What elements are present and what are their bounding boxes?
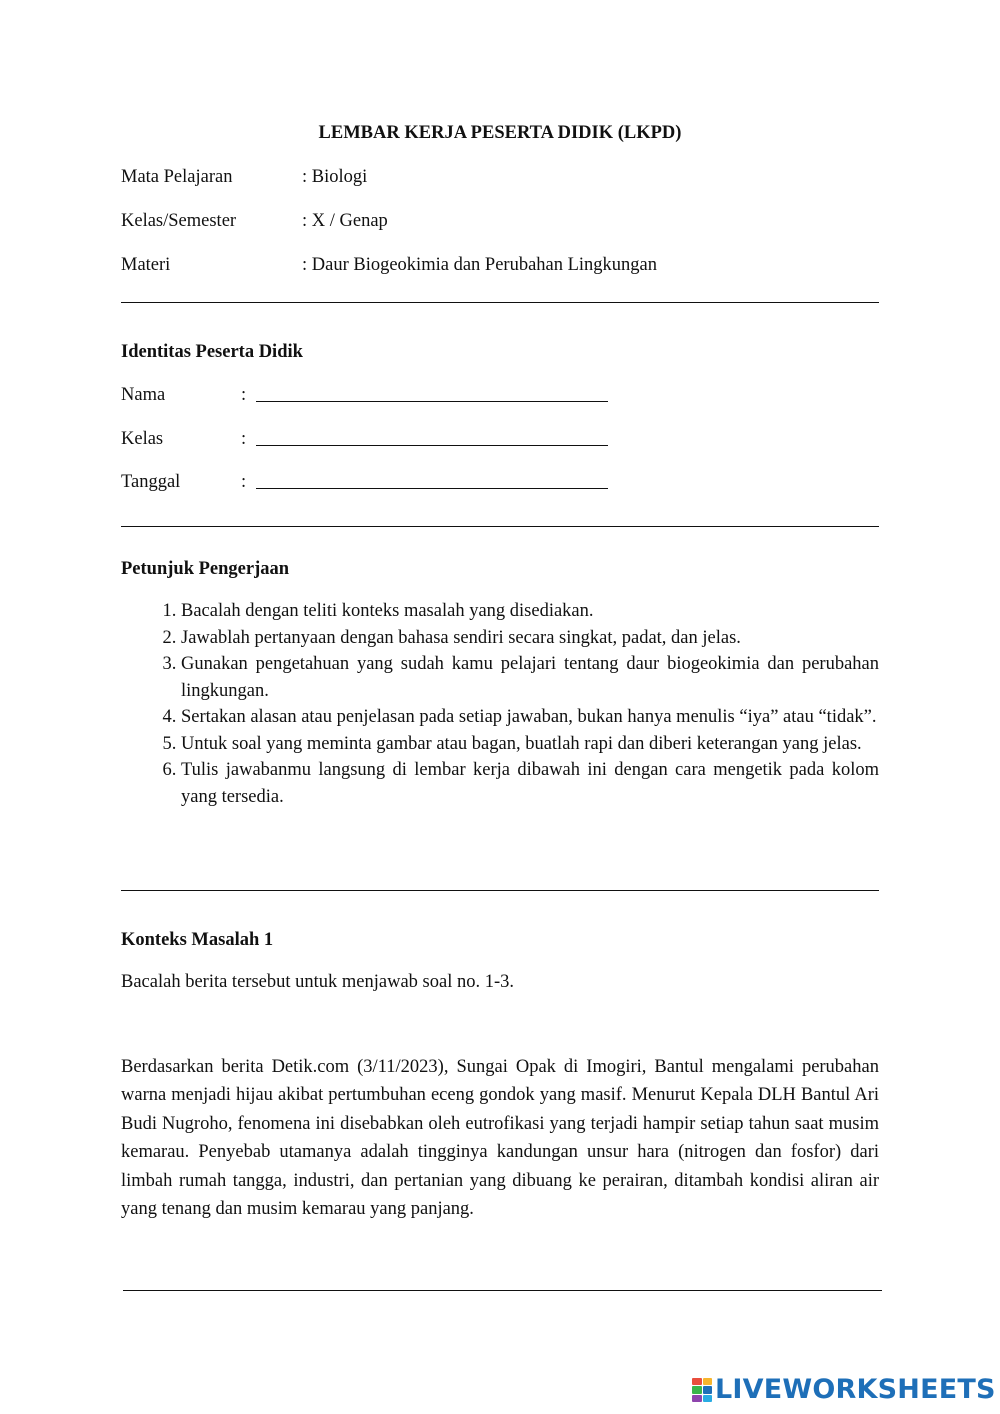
instruction-item: 1. Bacalah dengan teliti konteks masalah yang disediakan. [181, 598, 879, 625]
context-heading: Konteks Masalah 1 [121, 930, 274, 950]
instruction-item: 3. Gunakan pengetahuan yang sudah kamu pelajari tentang daur biogeokimia dan perubahan lingkungan. [181, 651, 879, 704]
worksheet-title: LEMBAR KERJA PESERTA DIDIK (LKPD) [318, 123, 682, 143]
info-label-subject: Mata Pelajaran [121, 167, 233, 187]
identity-colon: : [241, 472, 247, 492]
date-answer-line[interactable] [256, 488, 608, 489]
identity-label-name: Nama [121, 385, 166, 405]
liveworksheets-logo-icon [692, 1378, 712, 1402]
liveworksheets-logo [692, 1375, 996, 1405]
name-answer-line[interactable] [256, 401, 608, 402]
info-label-class-semester: Kelas/Semester [121, 211, 237, 231]
section-divider [121, 302, 879, 303]
info-value-class-semester: : X / Genap [302, 211, 388, 231]
instruction-item: 2. Jawablah pertanyaan dengan bahasa sendiri secara singkat, padat, dan jelas. [181, 625, 879, 652]
context-news-paragraph: Berdasarkan berita Detik.com (3/11/2023), Sungai Opak di Imogiri, Bantul mengalami perubahan warna menjadi hijau akibat pertumbuhan eceng gondok yang masif. Menurut Kepala DLH Bantul Ari Budi Nugroho, fenomena ini disebabkan oleh eutrofikasi yang terjadi hampir setiap tahun saat musim kemarau. Penyebab utamanya adalah tingginya kandungan unsur hara (nitrogen dan fosfor) dari limbah rumah tangga, industri, dan pertanian yang dibuang ke perairan, ditambah kondisi aliran air yang tenang dan musim kemarau yang panjang. [121, 1057, 879, 1220]
identity-label-date: Tanggal [121, 472, 181, 492]
instructions-heading: Petunjuk Pengerjaan [121, 559, 290, 579]
identity-colon: : [241, 385, 247, 405]
identity-colon: : [241, 429, 247, 449]
instruction-item: 5. Untuk soal yang meminta gambar atau bagan, buatlah rapi dan diberi keterangan yang jelas. [181, 731, 879, 758]
instruction-item: 6. Tulis jawabanmu langsung di lembar kerja dibawah ini dengan cara mengetik pada kolom yang tersedia. [181, 757, 879, 810]
info-label-material: Materi [121, 255, 171, 275]
context-intro: Bacalah berita tersebut untuk menjawab soal no. 1-3. [121, 972, 514, 992]
instruction-item: 4. Sertakan alasan atau penjelasan pada setiap jawaban, bukan hanya menulis “iya” atau “tidak”. [181, 704, 879, 731]
identity-heading: Identitas Peserta Didik [121, 342, 303, 362]
section-divider [121, 526, 879, 527]
info-value-subject: : Biologi [302, 167, 368, 187]
identity-label-class: Kelas [121, 429, 164, 449]
logo-text: LIVEWORKSHEETS [715, 1373, 996, 1405]
class-answer-line[interactable] [256, 445, 608, 446]
section-divider [123, 1290, 882, 1291]
info-value-material: : Daur Biogeokimia dan Perubahan Lingkungan [302, 255, 658, 275]
instructions-list [121, 598, 879, 810]
section-divider [121, 890, 879, 891]
